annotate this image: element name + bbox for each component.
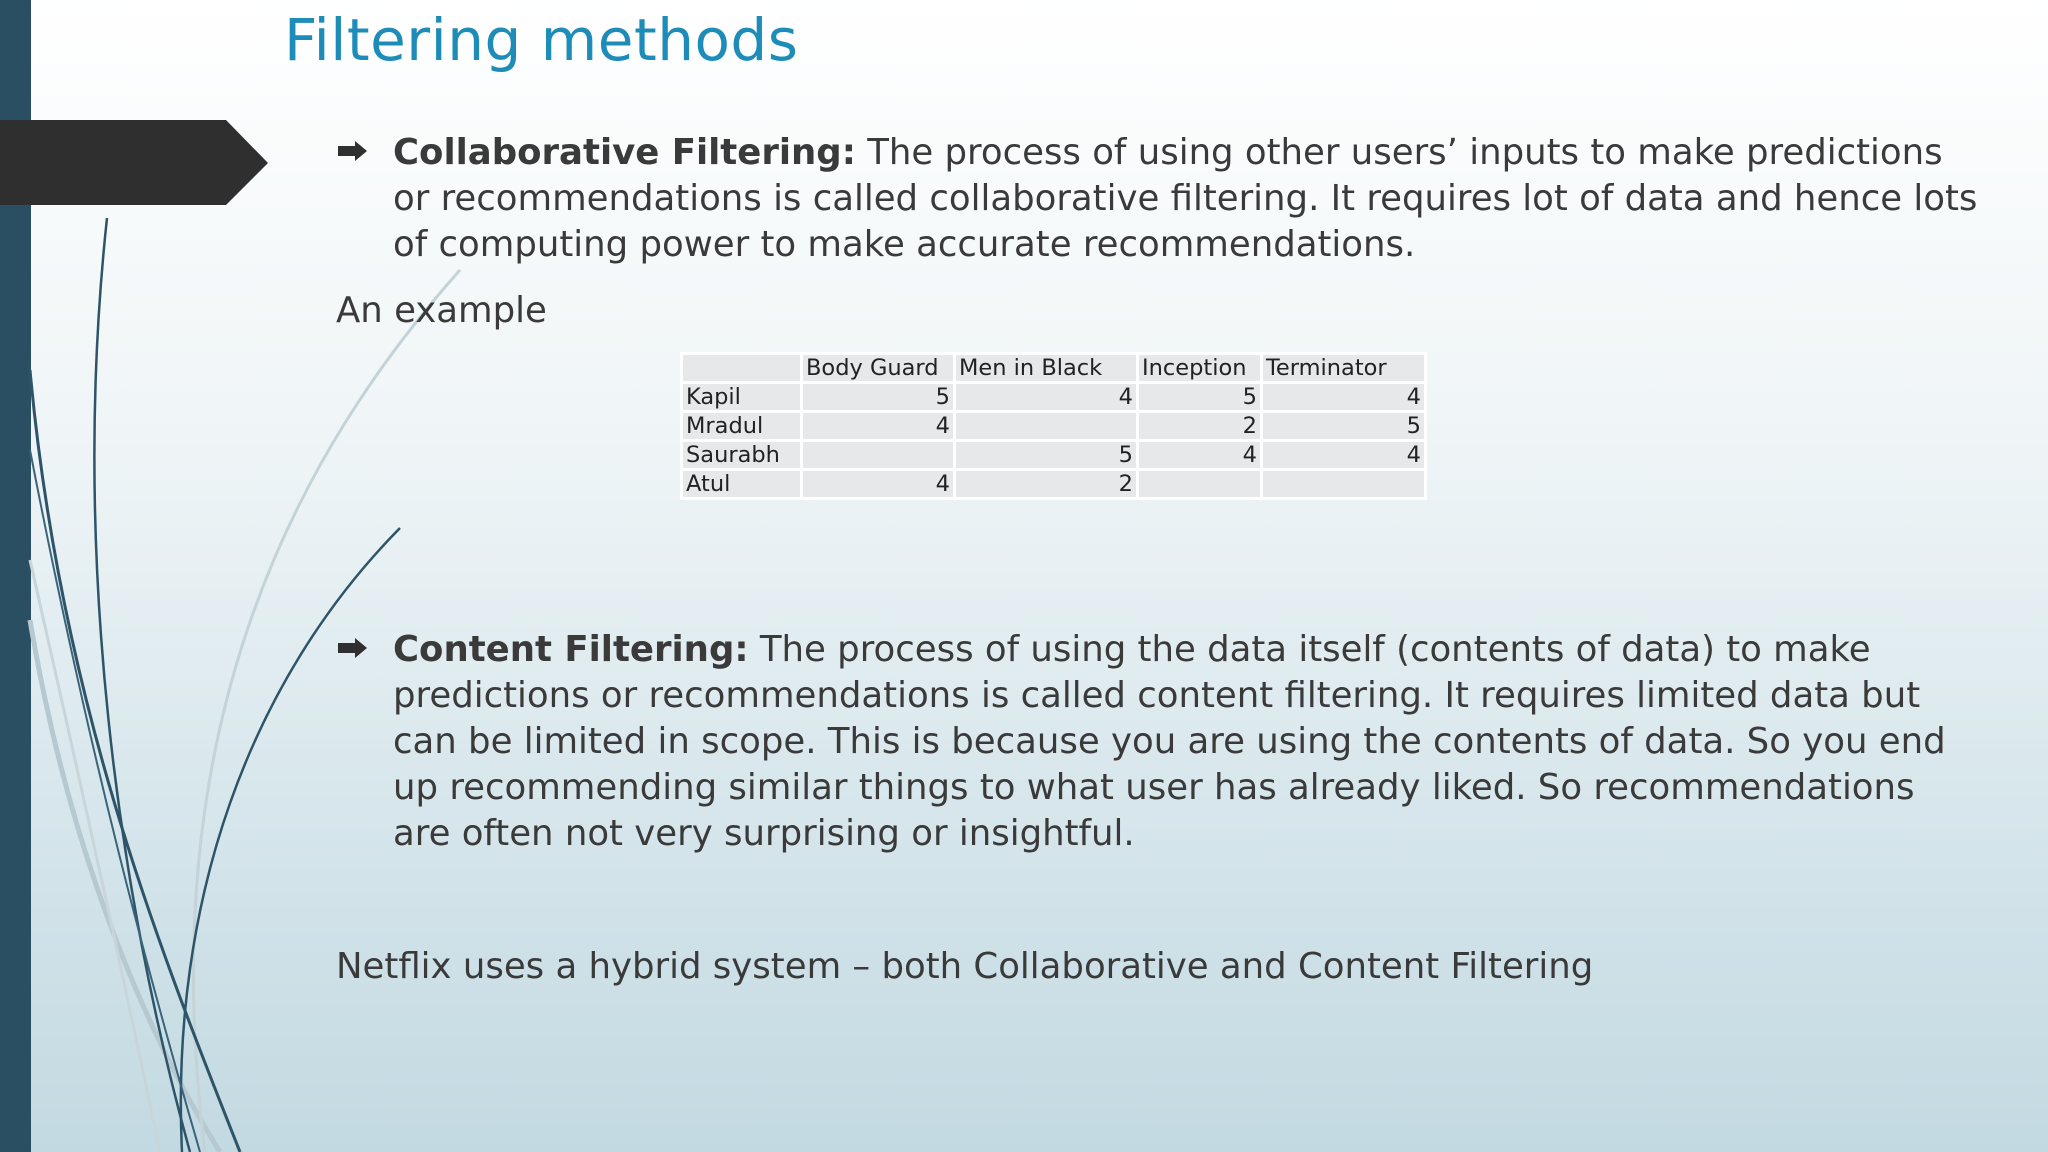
table-header-cell: Inception [1138,354,1262,383]
table-cell: 4 [1138,441,1262,470]
table-row [682,412,1426,441]
table-header-cell: Terminator [1262,354,1426,383]
slide-title: Filtering methods [284,6,799,74]
table-user-cell: Kapil [682,383,802,412]
table-cell: 2 [955,470,1138,499]
table-row [682,441,1426,470]
table-header-cell: Body Guard [802,354,955,383]
table-cell [802,441,955,470]
collaborative-text [393,130,1978,268]
table-cell: 5 [1138,383,1262,412]
table-cell [1262,470,1426,499]
content-text [393,627,1978,857]
curve-pale-1 [30,620,220,1152]
table-row [682,383,1426,412]
table-cell: 4 [1262,383,1426,412]
table-header-cell [682,354,802,383]
curve-pale-3 [30,560,160,1152]
table-cell: 5 [802,383,955,412]
table-cell: 4 [1262,441,1426,470]
table-cell: 4 [955,383,1138,412]
table-cell: 4 [802,412,955,441]
ratings-table [680,352,1427,500]
collaborative-heading: Collaborative Filtering: [393,132,856,173]
table-cell: 2 [1138,412,1262,441]
table-cell [1138,470,1262,499]
table-cell: 5 [1262,412,1426,441]
table-row [682,470,1426,499]
curve-dark-1 [94,218,190,1152]
table-header-cell: Men in Black [955,354,1138,383]
content-body: The process of using the data itself (contents of data) to make predictions or recommendations is called content filtering. It requires limited data but can be limited in scope. This is because you are using the contents of data. So you end up recommending similar things to what user has already liked. So recommendations are often not very surprising or insightful. [393,629,1946,854]
bullet-content-filtering [338,627,1978,857]
title-arrow-shape [0,0,270,210]
netflix-note: Netflix uses a hybrid system – both Collaborative and Content Filtering [336,946,1594,987]
table-header-row [682,354,1426,383]
bullet-collaborative-filtering [338,130,1978,268]
table-cell: 5 [955,441,1138,470]
table-cell: 4 [802,470,955,499]
example-label: An example [336,290,547,331]
table-user-cell: Mradul [682,412,802,441]
arrow-bullet-icon [338,638,368,658]
collaborative-body: The process of using other users’ inputs to make predictions or recommendations is called collaborative filtering. It requires lot of data and hence lots of computing power to make accurate recommendations. [393,132,1978,265]
content-heading: Content Filtering: [393,629,749,670]
table-cell [955,412,1138,441]
table-user-cell: Saurabh [682,441,802,470]
table-user-cell: Atul [682,470,802,499]
arrow-bullet-icon [338,141,368,161]
